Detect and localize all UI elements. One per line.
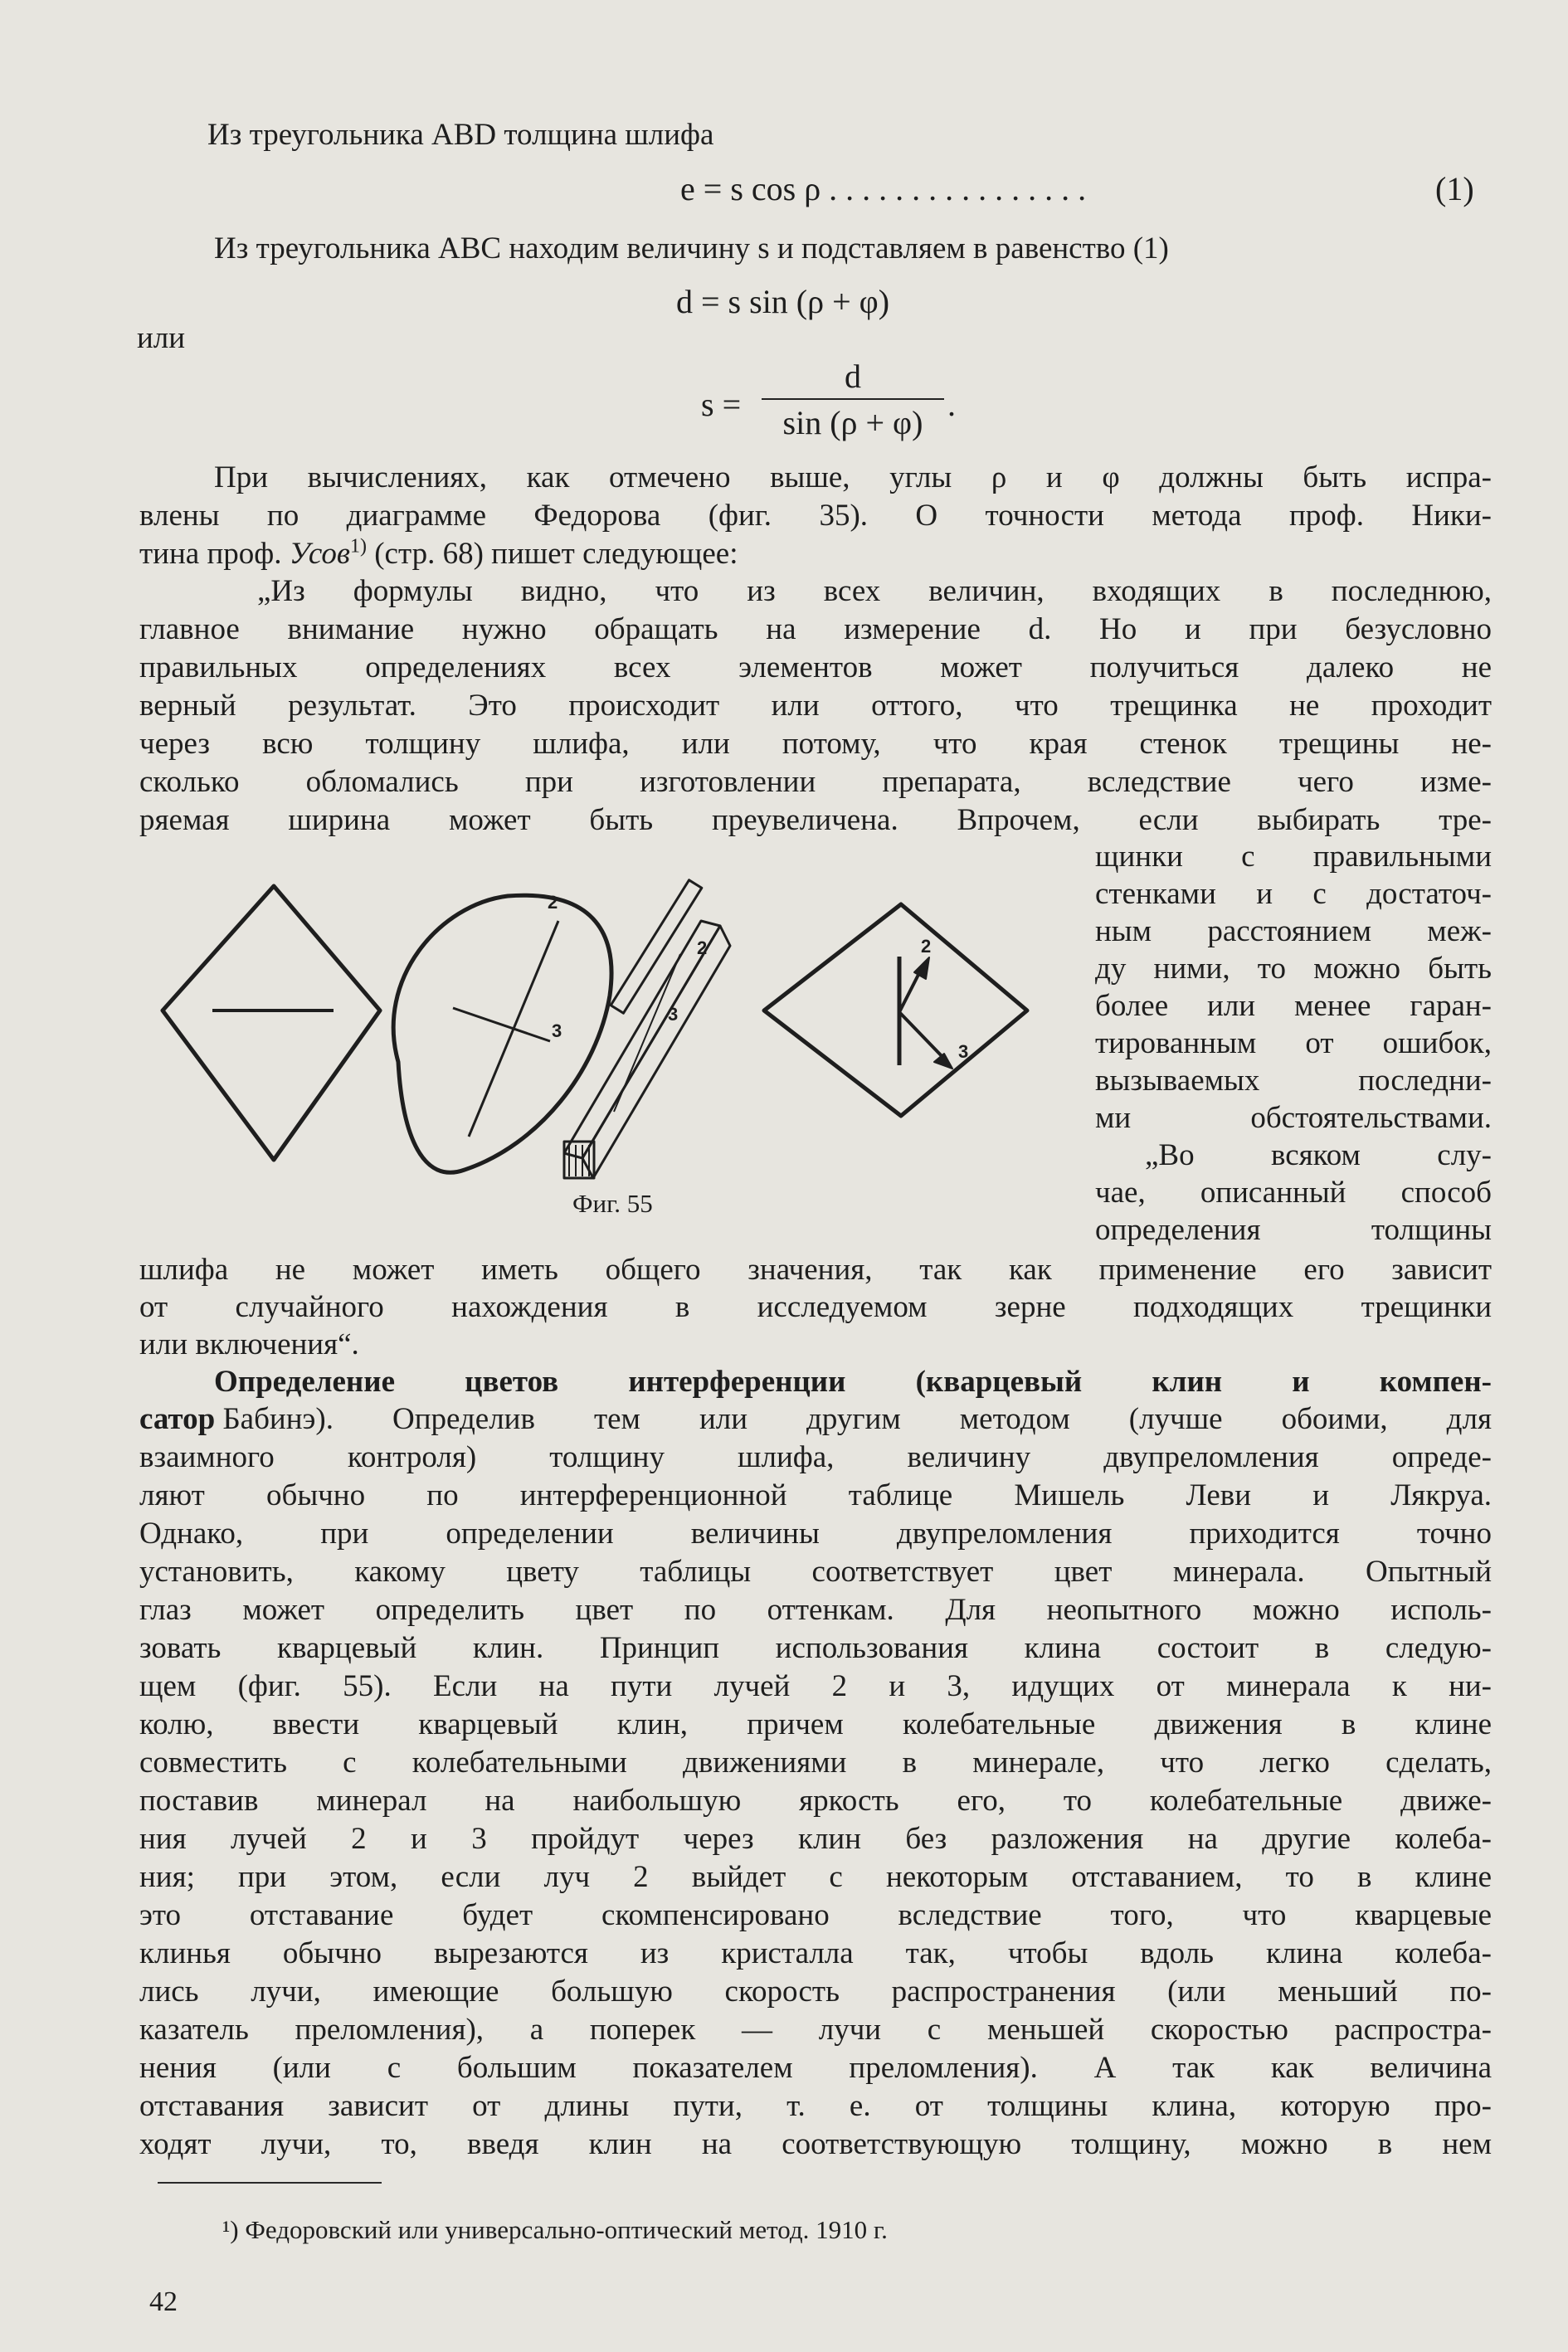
text-line: или включения“. <box>139 1327 359 1361</box>
text-line: ния лучей 2 и 3 пройдут через клин без разложения на другие колеба- <box>139 1822 1492 1856</box>
text-line: или <box>137 321 186 355</box>
text-line: стенками и с достаточ- <box>1095 877 1492 911</box>
text-line: отставания зависит от длины пути, т. е. от толщины клина, которую про- <box>139 2089 1492 2123</box>
grain-line-3 <box>453 1008 550 1041</box>
label-3: 3 <box>668 1004 679 1025</box>
text-line <box>139 1400 1492 1439</box>
text-fragment: (стр. 68) пишет следующее: <box>374 537 738 571</box>
text-line: ду ними, то можно быть <box>1095 952 1492 986</box>
label-2: 2 <box>921 936 932 957</box>
footnote-rule <box>158 2182 382 2184</box>
text-line: ми обстоятельствами. <box>1095 1101 1492 1135</box>
prism-side <box>582 926 730 1178</box>
text-line: Однако, при определении величины двупреломления приходится точно <box>139 1517 1492 1551</box>
diamond-crystal-2 <box>764 904 1027 1116</box>
text-line: взаимного контроля) толщину шлифа, величину двупреломления опреде- <box>139 1440 1492 1474</box>
text-line: главное внимание нужно обращать на измерение d. Но и при безусловно <box>139 612 1492 646</box>
text-line: лись лучи, имеющие большую скорость распространения (или меньший по- <box>139 1975 1492 2009</box>
text-line: правильных определениях всех элементов может получиться далеко не <box>139 650 1492 684</box>
author-name: Усов <box>289 537 350 571</box>
text-line: сколько обломались при изготовлении препарата, вследствие чего изме- <box>139 765 1492 799</box>
equation-2: d = s sin (ρ + φ) <box>676 283 890 320</box>
text-line: вызываемых последни- <box>1095 1064 1492 1098</box>
text-line: ходят лучи, то, введя клин на соответствующую толщину, можно в нем <box>139 2127 1492 2161</box>
text-line: клинья обычно вырезаются из кристалла так, чтобы вдоль клина колеба- <box>139 1936 1492 1970</box>
text-line: через всю толщину шлифа, или потому, что края стенок трещины не- <box>139 727 1492 761</box>
fraction-numerator: d <box>845 358 861 395</box>
prism-top <box>611 880 702 1013</box>
label-3: 3 <box>958 1041 969 1062</box>
text-line: казатель преломления), а поперек — лучи с меньшей скоростью распростра- <box>139 2013 1492 2047</box>
text-line: тированным от ошибок, <box>1095 1026 1492 1060</box>
text-line: ния; при этом, если луч 2 выйдет с некоторым отставанием, то в клине <box>139 1860 1492 1894</box>
page-number: 42 <box>149 2286 178 2317</box>
equation-3-dot: . <box>947 386 956 423</box>
heading-bold: Определение цветов интерференции (кварцевый клин и компен- <box>214 1365 1492 1399</box>
section-heading <box>214 1363 1492 1401</box>
text-line: зовать кварцевый клин. Принцип использования клина состоит в следую- <box>139 1631 1492 1665</box>
diamond-crystal-1 <box>163 886 380 1160</box>
text-line: „Из формулы видно, что из всех величин, входящих в последнюю, <box>257 574 1492 608</box>
text-line: ляют обычно по интерференционной таблице Мишель Леви и Лякруа. <box>139 1478 1492 1512</box>
text-fragment: Бабинэ). Определив тем или другим методом (лучше обоими, для <box>222 1402 1492 1436</box>
text-line: определения толщины <box>1095 1213 1492 1247</box>
equation-1: e = s cos ρ . . . . . . . . . . . . . . . . <box>680 170 1087 207</box>
text-line: При вычислениях, как отмечено выше, углы ρ и φ должны быть испра- <box>214 460 1492 494</box>
text-line: глаз может определить цвет по оттенкам. Для неопытного можно исполь- <box>139 1593 1492 1627</box>
label-3: 3 <box>552 1020 562 1041</box>
text-line: совместить с колебательными движениями в минерале, что легко сделать, <box>139 1746 1492 1780</box>
equation-3-left: s = <box>701 386 742 423</box>
text-line: колю, ввести кварцевый клин, причем колебательные движения в клине <box>139 1707 1492 1741</box>
text-line: верный результат. Это происходит или оттого, что трещинка не проходит <box>139 689 1492 723</box>
label-2: 2 <box>548 892 558 913</box>
text-line: от случайного нахождения в исследуемом зерне подходящих трещинки <box>139 1290 1492 1324</box>
text-line: Из треугольника ABC находим величину s и подставляем в равенство (1) <box>214 231 1169 265</box>
text-line: ным расстоянием меж- <box>1095 914 1492 948</box>
text-line <box>139 535 738 573</box>
ray-3-arrow <box>899 1012 946 1060</box>
text-line: щинки с правильными <box>1095 840 1492 874</box>
text-line: Из треугольника ABD толщина шлифа <box>207 118 714 152</box>
text-line: чае, описанный способ <box>1095 1176 1492 1210</box>
text-line: шлифа не может иметь общего значения, так как применение его зависит <box>139 1253 1492 1287</box>
text-line: нения (или с большим показателем преломления). А так как величина <box>139 2051 1492 2085</box>
figure-55 <box>149 871 1062 1220</box>
text-line: более или менее гаран- <box>1095 989 1492 1023</box>
text-line: установить, какому цвету таблицы соответствует цвет минерала. Опытный <box>139 1555 1492 1589</box>
text-line: щем (фиг. 55). Если на пути лучей 2 и 3, идущих от минерала к ни- <box>139 1669 1492 1703</box>
grain-outline <box>393 895 611 1172</box>
label-2: 2 <box>697 937 708 958</box>
text-line: это отставание будет скомпенсировано вследствие того, что кварцевые <box>139 1898 1492 1932</box>
text-line: влены по диаграмме Федорова (фиг. 35). О точности метода проф. Ники- <box>139 499 1492 533</box>
footnote: ¹) Федоровский или универсально-оптический метод. 1910 г. <box>222 2215 888 2244</box>
text-line: ряемая ширина может быть преувеличена. Впрочем, если выбирать тре- <box>139 803 1492 837</box>
footnote-ref: 1) <box>349 535 367 558</box>
text-fragment: тина проф. <box>139 537 282 571</box>
text-line: поставив минерал на наибольшую яркость его, то колебательные движе- <box>139 1784 1492 1818</box>
heading-bold: сатор <box>139 1402 216 1436</box>
equation-3-fraction <box>762 357 944 443</box>
text-line: „Во всяком слу- <box>1145 1138 1492 1172</box>
fraction-denominator: sin (ρ + φ) <box>762 398 944 443</box>
figure-caption: Фиг. 55 <box>572 1189 653 1218</box>
equation-number: (1) <box>1435 170 1474 207</box>
